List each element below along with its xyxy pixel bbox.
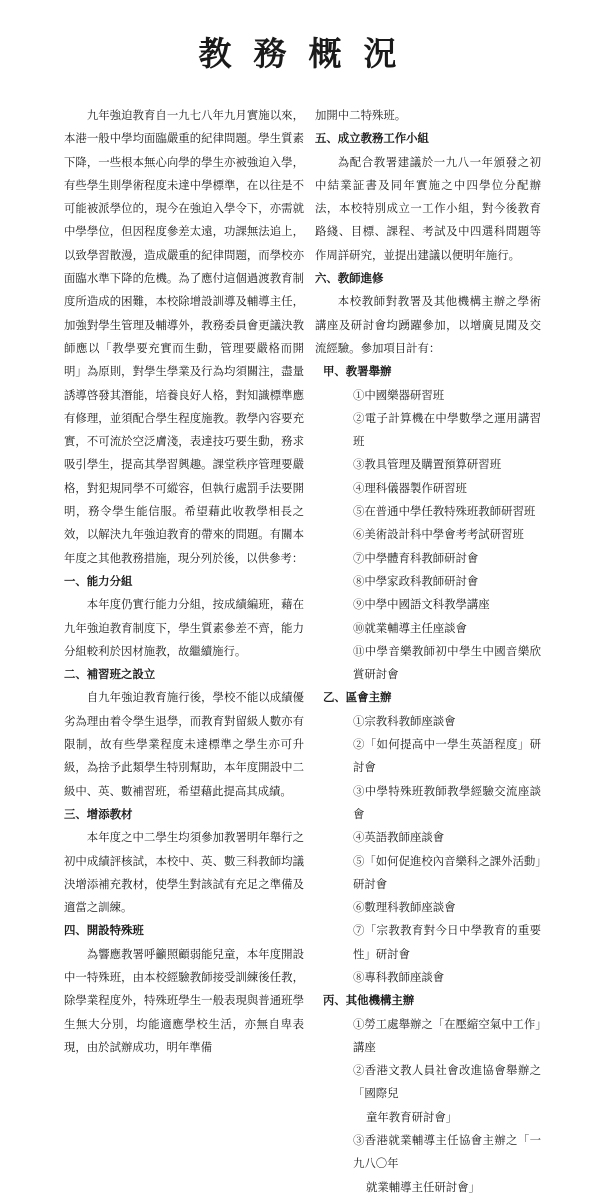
list-item: ⑨中學中國語文科教學講座 [353, 597, 490, 612]
paragraph: 本校教師對教署及其他機構主辦之學術講座及研討會均踴躍參加，以增廣見聞及交流經驗。參加項目計有： [315, 294, 541, 355]
section-heading: 三、增添教材 [64, 806, 133, 821]
section-heading: 四、開設特殊班 [64, 923, 144, 938]
paragraph: 九年強迫教育自一九七八年九月實施以來，本港一般中學均面臨嚴重的紀律問題。學生質素下降，一些根本無心向學的學生亦被強迫入學，有些學生則學術程度未達中學標準，在以往是不可能被派學位的，現今在強迫入學令下，亦需就中學學位，但因程度參差太遠，功課無法追上，以致學習散漫，造成嚴重的紀律問題，而學校亦面臨水準下降的危機。為了應付這個過渡教育制度所造成的困難，本校除增設訓導及輔導主任，加強對學生管理及輔導外，教務委員會更議決教師應以「教學要充實而生動，管理要嚴格而開明」為原則，對學生學業及行為均須關注，盡量誘導啓發其潛能，培養良好人格，對知識標準應有修理，並須配合學生程度施教。教學內容要充實，不可流於空泛膚淺，表達技巧要生動，務求吸引學生，提高其學習興趣。課堂秩序管理要嚴格，對犯規同學不可縱容，但執行處罰手法要開明，務令學生能信服。希望藉此收教學相長之效，以解決九年強迫教育的帶來的問題。有關本年度之其他教務措施，現分列於後，以供參考： [64, 108, 304, 565]
section-heading: 乙、區會主辦 [323, 690, 392, 705]
list-item: ⑥數理科教師座談會 [353, 900, 456, 915]
list-item: ⑥美術設計科中學會考考試研習班 [353, 527, 524, 542]
list-item: ①中國樂器研習班 [353, 387, 445, 402]
paragraph: 為響應教署呼籲照顧弱能兒童，本年度開設中一特殊班，由本校經驗教師接受訓練後任教，除學業程度外，特殊班學生一般表現與普通班學生無大分別，均能適應學校生活，亦無自卑表現，由於試辦成功，明年準備 [64, 946, 304, 1054]
section-heading: 丙、其他機構主辦 [323, 993, 415, 1008]
list-item: ⑩就業輔導主任座談會 [353, 620, 467, 635]
list-item: ⑧中學家政科教師研討會 [353, 573, 479, 588]
section-heading: 二、補習班之設立 [64, 667, 156, 682]
list-item: ②香港文教人員社會改進協會舉辦之「國際兒 [353, 1063, 541, 1101]
section-heading: 一、能力分組 [64, 573, 133, 588]
list-item: ①勞工處舉辦之「在壓縮空氣中工作」講座 [353, 1016, 541, 1054]
list-item: ③教具管理及購置預算研習班 [353, 457, 502, 472]
list-item: 童年教育研討會」 [366, 1109, 458, 1124]
paragraph: 為配合教署建議於一九八一年頒發之初中結業証書及同年實施之中四學位分配辦法，本校特別成立一工作小組，對今後教育路綫、目標、課程、考試及中四選科問題等作周詳研究，並提出建議以便明年施行。 [315, 154, 541, 262]
paragraph: 本年度仍實行能力分組，按成績編班，藉在九年強迫教育制度下，學生質素參差不齊，能力分組較利於因材施教，故繼續施行。 [64, 597, 304, 658]
right-column [315, 104, 541, 1199]
page-title: 教務概況 [198, 34, 419, 73]
list-item: ③香港就業輔導主任協會主辦之「一九八〇年 [353, 1133, 541, 1171]
list-item: ⑧專科教師座談會 [353, 969, 445, 984]
left-column [64, 104, 304, 1059]
list-item: ④理科儀器製作研習班 [353, 480, 467, 495]
list-item: ⑪中學音樂教師初中學生中國音樂欣賞研討會 [353, 643, 541, 682]
list-item: ⑤在普通中學任教特殊班教師研習班 [353, 504, 536, 519]
list-item: ⑦「宗教教育對今日中學教育的重要性」研討會 [353, 923, 541, 961]
paragraph: 加開中二特殊班。 [315, 108, 407, 122]
section-heading: 六、教師進修 [315, 271, 384, 286]
section-heading: 五、成立教務工作小組 [315, 131, 429, 146]
paragraph: 自九年強迫教育施行後，學校不能以成績優劣為理由着令學生退學，而教育對留級人數亦有限制，故有些學業程度未達標準之學生亦可升級，為捨予此類學生特別幫助，本年度開設中二級中、英、數補習班，希望藉此提高其成績。 [64, 690, 304, 798]
list-item: ②「如何提高中一學生英語程度」研討會 [353, 737, 541, 775]
section-heading: 甲、教署舉辦 [323, 364, 392, 379]
paragraph: 本年度之中二學生均須參加教署明年舉行之初中成績評核試，本校中、英、數三科教師均議決增添補充教材，使學生對該試有充足之準備及適當之訓練。 [64, 830, 304, 915]
list-item: ②電子計算機在中學數學之運用講習班 [353, 410, 541, 449]
list-item: ⑤「如何促進校內音樂科之課外活動」研討會 [353, 853, 541, 891]
list-item: 就業輔導主任研討會」 [366, 1179, 480, 1194]
list-item: ⑦中學體育科教師研討會 [353, 550, 479, 565]
list-item: ③中學特殊班教師教學經驗交流座談會 [353, 783, 541, 821]
list-item: ④英語教師座談會 [353, 830, 445, 845]
list-item: ①宗教科教師座談會 [353, 713, 456, 728]
